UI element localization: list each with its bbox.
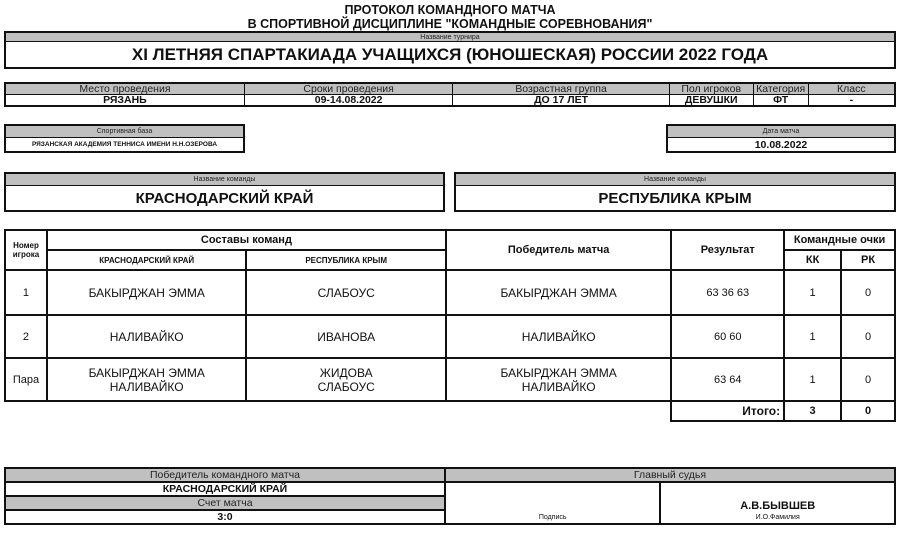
class-label: Класс bbox=[808, 83, 895, 95]
table-row bbox=[5, 315, 895, 358]
info-table bbox=[4, 82, 896, 107]
category-label: Категория bbox=[753, 83, 808, 95]
dates-value: 09-14.08.2022 bbox=[244, 95, 452, 107]
team2-box bbox=[454, 172, 896, 212]
match-score-label: Счет матча bbox=[5, 496, 445, 510]
kk-points: 1 bbox=[784, 358, 841, 401]
judge-name: А.В.БЫВШЕВ bbox=[740, 500, 816, 512]
age-group-value: ДО 17 ЛЕТ bbox=[453, 95, 669, 107]
gender-value: ДЕВУШКИ bbox=[669, 95, 753, 107]
match-winner-name: БАКЫРДЖАН ЭММА bbox=[500, 365, 617, 380]
team1-name: КРАСНОДАРСКИЙ КРАЙ bbox=[135, 189, 314, 207]
match-winner-name: БАКЫРДЖАН ЭММА bbox=[500, 285, 617, 300]
sport-base-box bbox=[4, 124, 245, 153]
team1-player-name: БАКЫРДЖАН ЭММА bbox=[88, 285, 205, 300]
rk-points: 0 bbox=[841, 270, 895, 315]
rk-points: 0 bbox=[841, 358, 895, 401]
result-header: Результат bbox=[671, 230, 784, 270]
category-value: ФТ bbox=[753, 95, 808, 107]
sport-base-label: Спортивная база bbox=[6, 126, 243, 138]
protocol-title: ПРОТОКОЛ КОМАНДНОГО МАТЧА bbox=[344, 3, 556, 17]
team1-player-name: БАКЫРДЖАН ЭММА bbox=[88, 365, 205, 380]
team1-box bbox=[4, 172, 445, 212]
team1-player bbox=[47, 358, 247, 401]
match-date-label: Дата матча bbox=[668, 126, 894, 138]
tournament-box bbox=[4, 31, 896, 69]
gender-label: Пол игроков bbox=[669, 83, 753, 95]
venue-city-value: РЯЗАНЬ bbox=[5, 95, 244, 107]
player-number: Пара bbox=[5, 358, 47, 401]
player-number: 1 bbox=[5, 270, 47, 315]
team1-player bbox=[47, 315, 247, 358]
total-row bbox=[5, 401, 895, 421]
signature-field bbox=[445, 482, 660, 524]
kk-points: 1 bbox=[784, 315, 841, 358]
player-number: 2 bbox=[5, 315, 47, 358]
kk-points: 1 bbox=[784, 270, 841, 315]
team2-player bbox=[246, 315, 445, 358]
team1-player bbox=[47, 270, 247, 315]
team2-name: РЕСПУБЛИКА КРЫМ bbox=[598, 189, 752, 207]
match-date-box bbox=[666, 124, 896, 153]
signature-label: Подпись bbox=[538, 514, 567, 521]
class-value: - bbox=[808, 95, 895, 107]
table-row bbox=[5, 358, 895, 401]
match-result: 63 64 bbox=[671, 358, 784, 401]
team1-label: Название команды bbox=[6, 174, 443, 186]
match-date-value: 10.08.2022 bbox=[754, 138, 808, 151]
tournament-label: Название турнира bbox=[6, 33, 894, 42]
match-score-value: 3:0 bbox=[5, 510, 445, 524]
lineups-header: Составы команд bbox=[47, 230, 446, 250]
player-number-header bbox=[5, 230, 47, 270]
match-winner bbox=[446, 358, 671, 401]
team2-player-name: СЛАБОУС bbox=[317, 379, 375, 394]
footer-table bbox=[4, 467, 896, 525]
match-winner bbox=[446, 270, 671, 315]
lineup-team1-header: КРАСНОДАРСКИЙ КРАЙ bbox=[47, 250, 247, 270]
venue-city-label: Место проведения bbox=[5, 83, 244, 95]
protocol-subtitle: В СПОРТИВНОЙ ДИСЦИПЛИНЕ "КОМАНДНЫЕ СОРЕВНОВАНИЯ" bbox=[247, 17, 653, 31]
chief-judge-label: Главный судья bbox=[445, 468, 895, 482]
team2-player-name: ЖИДОВА bbox=[319, 365, 373, 380]
kk-header: КК bbox=[784, 250, 841, 270]
total-label: Итого: bbox=[671, 401, 784, 421]
player-number-header-text: Номер игрока bbox=[12, 241, 40, 259]
judge-name-caption: И.О.Фамилия bbox=[755, 514, 800, 521]
table-row bbox=[5, 270, 895, 315]
judge-name-field bbox=[660, 482, 895, 524]
match-winner bbox=[446, 315, 671, 358]
sport-base-value: РЯЗАНСКАЯ АКАДЕМИЯ ТЕННИСА ИМЕНИ Н.Н.ОЗЕРОВА bbox=[31, 141, 218, 148]
match-winner-name: НАЛИВАЙКО bbox=[521, 329, 596, 344]
team2-player bbox=[246, 358, 445, 401]
team1-player-name: НАЛИВАЙКО bbox=[109, 329, 184, 344]
team-points-header: Командные очки bbox=[784, 230, 895, 250]
rk-header: РК bbox=[841, 250, 895, 270]
match-result: 63 36 63 bbox=[671, 270, 784, 315]
tournament-name: XI ЛЕТНЯЯ СПАРТАКИАДА УЧАЩИХСЯ (ЮНОШЕСКАЯ) РОССИИ 2022 ГОДА bbox=[131, 44, 769, 64]
team2-player-name: ИВАНОВА bbox=[317, 329, 376, 344]
results-table bbox=[4, 229, 896, 422]
team2-label: Название команды bbox=[456, 174, 894, 186]
dates-label: Сроки проведения bbox=[244, 83, 452, 95]
lineup-team2-header: РЕСПУБЛИКА КРЫМ bbox=[246, 250, 445, 270]
team1-player-name: НАЛИВАЙКО bbox=[109, 379, 184, 394]
team2-player bbox=[246, 270, 445, 315]
match-winner-name: НАЛИВАЙКО bbox=[521, 379, 596, 394]
rk-points: 0 bbox=[841, 315, 895, 358]
total-kk: 3 bbox=[784, 401, 841, 421]
team2-player-name: СЛАБОУС bbox=[317, 285, 375, 300]
match-result: 60 60 bbox=[671, 315, 784, 358]
age-group-label: Возрастная группа bbox=[453, 83, 669, 95]
winner-header: Победитель матча bbox=[446, 230, 671, 270]
team-winner-value: КРАСНОДАРСКИЙ КРАЙ bbox=[5, 482, 445, 496]
team-winner-label: Победитель командного матча bbox=[5, 468, 445, 482]
total-rk: 0 bbox=[841, 401, 895, 421]
